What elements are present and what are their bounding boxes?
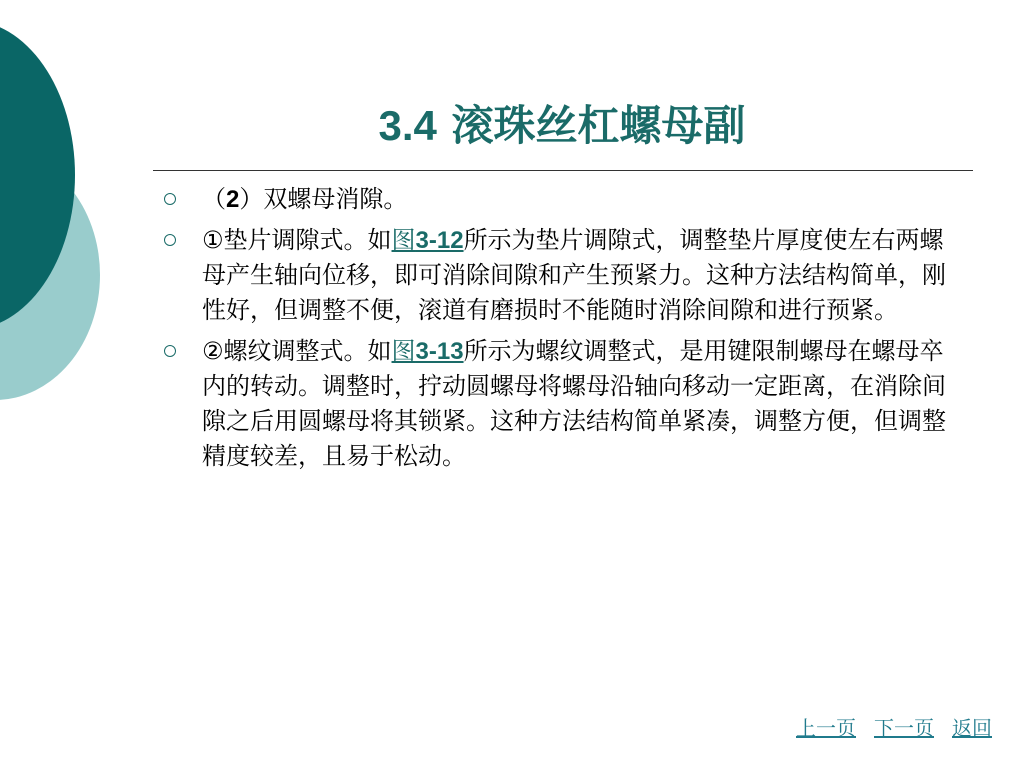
bullet-body: 所示为螺纹调整式，是用键限制螺母在螺母卒内的转动。调整时，拧动圆螺母将螺母沿轴向移动一定距离，在消除间隙之后用圆螺母将其锁紧。这种方法结构简单紧凑，调整方便，但调整精度较差，且易于松动。: [202, 337, 946, 470]
figure-3-13-link[interactable]: [392, 337, 464, 365]
bullet-number: 2: [226, 186, 240, 213]
slide-navigation: [778, 714, 992, 742]
figure-3-12-link[interactable]: [392, 226, 464, 254]
back-link[interactable]: 返回: [952, 716, 992, 740]
bullet-text: [202, 182, 407, 217]
bullet-circle-icon: [164, 193, 176, 205]
figure-link-prefix: 图: [391, 337, 416, 365]
figure-link-prefix: 图: [391, 226, 416, 254]
bullet-circle-icon: [164, 345, 176, 357]
title-text: 滚珠丝杠螺母副: [451, 101, 746, 150]
bullet-lead: ①垫片调隙式。如: [202, 226, 392, 254]
bullet-item: [160, 182, 960, 217]
bullet-body: 所示为垫片调隙式，调整垫片厚度使左右两螺母产生轴向位移，即可消除间隙和产生预紧力。这种方法结构简单，刚性好，但调整不便，滚道有磨损时不能随时消除间隙和进行预紧。: [202, 226, 946, 324]
bullet-item: [160, 223, 960, 328]
next-page-link[interactable]: 下一页: [874, 716, 934, 740]
title-divider: [153, 170, 973, 171]
bullet-list: [160, 182, 960, 480]
prev-page-link[interactable]: 上一页: [796, 716, 856, 740]
bullet-item: [160, 334, 960, 474]
title-number: 3.4: [378, 102, 437, 149]
bullet-prefix: （: [202, 185, 226, 213]
bullet-lead: ②螺纹调整式。如: [202, 337, 392, 365]
figure-link-number: 3-12: [415, 227, 464, 254]
bullet-circle-icon: [164, 234, 176, 246]
slide-title: [150, 96, 974, 156]
figure-link-number: 3-13: [415, 338, 464, 365]
bullet-body: ）双螺母消隙。: [239, 185, 408, 213]
